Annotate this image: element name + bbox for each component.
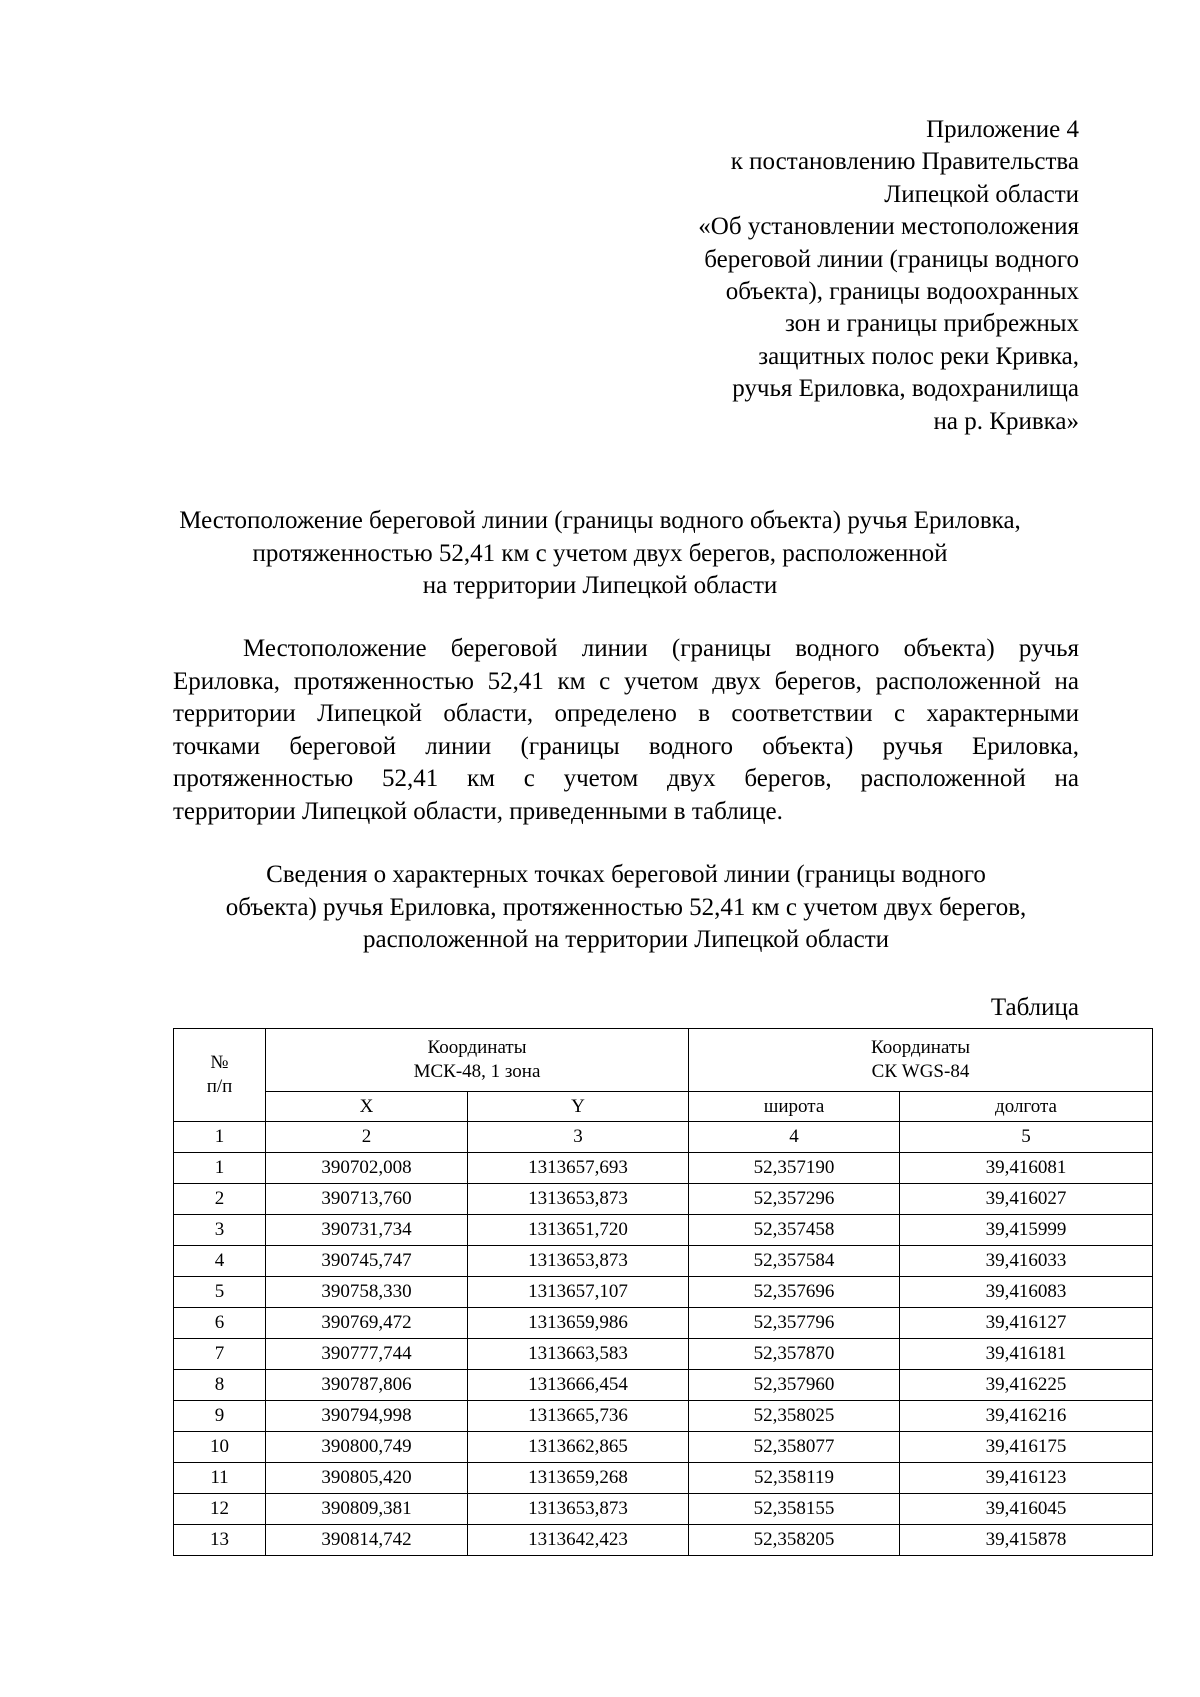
cell-x: 390800,749 xyxy=(266,1432,468,1463)
cell-y: 1313642,423 xyxy=(468,1525,689,1556)
appendix-line: зон и границы прибрежных xyxy=(784,310,1079,338)
cell-latitude: 52,358119 xyxy=(689,1463,900,1494)
cell-x: 390809,381 xyxy=(266,1494,468,1525)
cell-number: 5 xyxy=(174,1277,266,1308)
cell-longitude: 39,416045 xyxy=(900,1494,1153,1525)
coordinates-table xyxy=(173,1028,1153,1556)
column-number: 5 xyxy=(900,1122,1153,1153)
cell-latitude: 52,358155 xyxy=(689,1494,900,1525)
table-row xyxy=(174,1277,1153,1308)
cell-y: 1313651,720 xyxy=(468,1215,689,1246)
cell-x: 390758,330 xyxy=(266,1277,468,1308)
cell-latitude: 52,357696 xyxy=(689,1277,900,1308)
cell-x: 390777,744 xyxy=(266,1339,468,1370)
cell-y: 1313663,583 xyxy=(468,1339,689,1370)
header-number-abbr: п/п xyxy=(206,1076,233,1097)
cell-longitude: 39,416123 xyxy=(900,1463,1153,1494)
table-title xyxy=(173,859,1079,957)
header-number xyxy=(174,1029,266,1122)
cell-longitude: 39,416033 xyxy=(900,1246,1153,1277)
appendix-heading xyxy=(519,114,1079,438)
appendix-line: объекта), границы водоохранных xyxy=(725,278,1079,306)
cell-y: 1313662,865 xyxy=(468,1432,689,1463)
cell-y: 1313653,873 xyxy=(468,1494,689,1525)
table-row xyxy=(174,1308,1153,1339)
table-title-line: объекта) ручья Ериловка, протяженностью 52,41 км с учетом двух берегов, xyxy=(225,893,1027,921)
cell-x: 390713,760 xyxy=(266,1184,468,1215)
cell-longitude: 39,416216 xyxy=(900,1401,1153,1432)
column-number-row xyxy=(174,1122,1153,1153)
column-number: 1 xyxy=(174,1122,266,1153)
table-row xyxy=(174,1339,1153,1370)
cell-longitude: 39,416225 xyxy=(900,1370,1153,1401)
cell-longitude: 39,415999 xyxy=(900,1215,1153,1246)
table-title-line: расположенной на территории Липецкой области xyxy=(362,926,889,953)
cell-number: 7 xyxy=(174,1339,266,1370)
header-msk-line1: Координаты xyxy=(427,1037,527,1058)
column-number: 4 xyxy=(689,1122,900,1153)
cell-x: 390731,734 xyxy=(266,1215,468,1246)
cell-y: 1313653,873 xyxy=(468,1184,689,1215)
header-msk-line2: МСК-48, 1 зона xyxy=(413,1061,541,1082)
title-line: на территории Липецкой области xyxy=(422,572,778,599)
cell-number: 10 xyxy=(174,1432,266,1463)
cell-latitude: 52,357960 xyxy=(689,1370,900,1401)
body-paragraph xyxy=(173,633,1079,828)
cell-number: 13 xyxy=(174,1525,266,1556)
appendix-line: к постановлению Правительства xyxy=(730,148,1079,176)
appendix-line: ручья Ериловка, водохранилища xyxy=(732,375,1079,403)
header-y: Y xyxy=(468,1092,689,1122)
cell-y: 1313653,873 xyxy=(468,1246,689,1277)
cell-number: 12 xyxy=(174,1494,266,1525)
header-longitude: долгота xyxy=(900,1092,1153,1122)
cell-y: 1313666,454 xyxy=(468,1370,689,1401)
cell-latitude: 52,358077 xyxy=(689,1432,900,1463)
cell-latitude: 52,358205 xyxy=(689,1525,900,1556)
table-title-line: Сведения о характерных точках береговой линии (границы водного xyxy=(266,861,986,888)
table-header-row xyxy=(174,1029,1153,1092)
title-line: Местоположение береговой линии (границы водного объекта) ручья Ериловка, xyxy=(179,507,1021,534)
cell-number: 6 xyxy=(174,1308,266,1339)
header-x: X xyxy=(266,1092,468,1122)
header-number-symbol: № xyxy=(210,1052,229,1073)
cell-longitude: 39,416081 xyxy=(900,1153,1153,1184)
cell-number: 3 xyxy=(174,1215,266,1246)
cell-number: 11 xyxy=(174,1463,266,1494)
cell-number: 1 xyxy=(174,1153,266,1184)
appendix-line: Приложение 4 xyxy=(926,116,1079,143)
table-row xyxy=(174,1401,1153,1432)
cell-longitude: 39,416027 xyxy=(900,1184,1153,1215)
table-subheader-row xyxy=(174,1092,1153,1122)
table-row xyxy=(174,1463,1153,1494)
cell-x: 390814,742 xyxy=(266,1525,468,1556)
header-latitude: широта xyxy=(689,1092,900,1122)
cell-latitude: 52,358025 xyxy=(689,1401,900,1432)
cell-longitude: 39,416127 xyxy=(900,1308,1153,1339)
cell-longitude: 39,415878 xyxy=(900,1525,1153,1556)
cell-latitude: 52,357296 xyxy=(689,1184,900,1215)
cell-number: 8 xyxy=(174,1370,266,1401)
body-line: территории Липецкой области, приведенными в таблице. xyxy=(173,797,783,825)
body-line: протяженностью 52,41 км с учетом двух берегов, расположенной на xyxy=(173,765,1079,792)
table-row xyxy=(174,1153,1153,1184)
appendix-line: «Об установлении местоположения xyxy=(698,213,1079,241)
cell-y: 1313657,693 xyxy=(468,1153,689,1184)
cell-x: 390745,747 xyxy=(266,1246,468,1277)
cell-latitude: 52,357190 xyxy=(689,1153,900,1184)
table-row xyxy=(174,1215,1153,1246)
cell-x: 390794,998 xyxy=(266,1401,468,1432)
table-row xyxy=(174,1246,1153,1277)
cell-x: 390805,420 xyxy=(266,1463,468,1494)
cell-latitude: 52,357796 xyxy=(689,1308,900,1339)
table-row xyxy=(174,1494,1153,1525)
table-row xyxy=(174,1525,1153,1556)
header-msk xyxy=(266,1029,689,1092)
cell-longitude: 39,416181 xyxy=(900,1339,1153,1370)
body-line: Ериловка, протяженностью 52,41 км с учетом двух берегов, расположенной на xyxy=(173,667,1079,695)
header-wgs xyxy=(689,1029,1153,1092)
cell-x: 390769,472 xyxy=(266,1308,468,1339)
table-row xyxy=(174,1432,1153,1463)
appendix-line: защитных полос реки Кривка, xyxy=(758,342,1079,370)
table-label: Таблица xyxy=(990,994,1079,1021)
body-line: точками береговой линии (границы водного объекта) ручья Ериловка, xyxy=(173,732,1079,760)
body-line: территории Липецкой области, определено в соответствии с характерными xyxy=(173,700,1079,727)
table-row xyxy=(174,1370,1153,1401)
table-row xyxy=(174,1184,1153,1215)
column-number: 2 xyxy=(266,1122,468,1153)
appendix-line: Липецкой области xyxy=(884,180,1079,208)
cell-y: 1313659,268 xyxy=(468,1463,689,1494)
header-wgs-line1: Координаты xyxy=(871,1037,970,1058)
cell-longitude: 39,416175 xyxy=(900,1432,1153,1463)
appendix-line: береговой линии (границы водного xyxy=(704,245,1079,273)
cell-latitude: 52,357870 xyxy=(689,1339,900,1370)
column-number: 3 xyxy=(468,1122,689,1153)
appendix-line: на р. Кривка» xyxy=(933,407,1079,435)
cell-number: 9 xyxy=(174,1401,266,1432)
header-wgs-line2: СК WGS-84 xyxy=(871,1061,970,1082)
cell-longitude: 39,416083 xyxy=(900,1277,1153,1308)
document-title xyxy=(150,505,1050,603)
cell-y: 1313665,736 xyxy=(468,1401,689,1432)
cell-y: 1313659,986 xyxy=(468,1308,689,1339)
title-line: протяженностью 52,41 км с учетом двух берегов, расположенной xyxy=(252,539,948,567)
cell-number: 4 xyxy=(174,1246,266,1277)
body-line: Местоположение береговой линии (границы водного объекта) ручья xyxy=(243,635,1079,662)
cell-x: 390702,008 xyxy=(266,1153,468,1184)
cell-latitude: 52,357458 xyxy=(689,1215,900,1246)
cell-y: 1313657,107 xyxy=(468,1277,689,1308)
cell-latitude: 52,357584 xyxy=(689,1246,900,1277)
cell-number: 2 xyxy=(174,1184,266,1215)
cell-x: 390787,806 xyxy=(266,1370,468,1401)
